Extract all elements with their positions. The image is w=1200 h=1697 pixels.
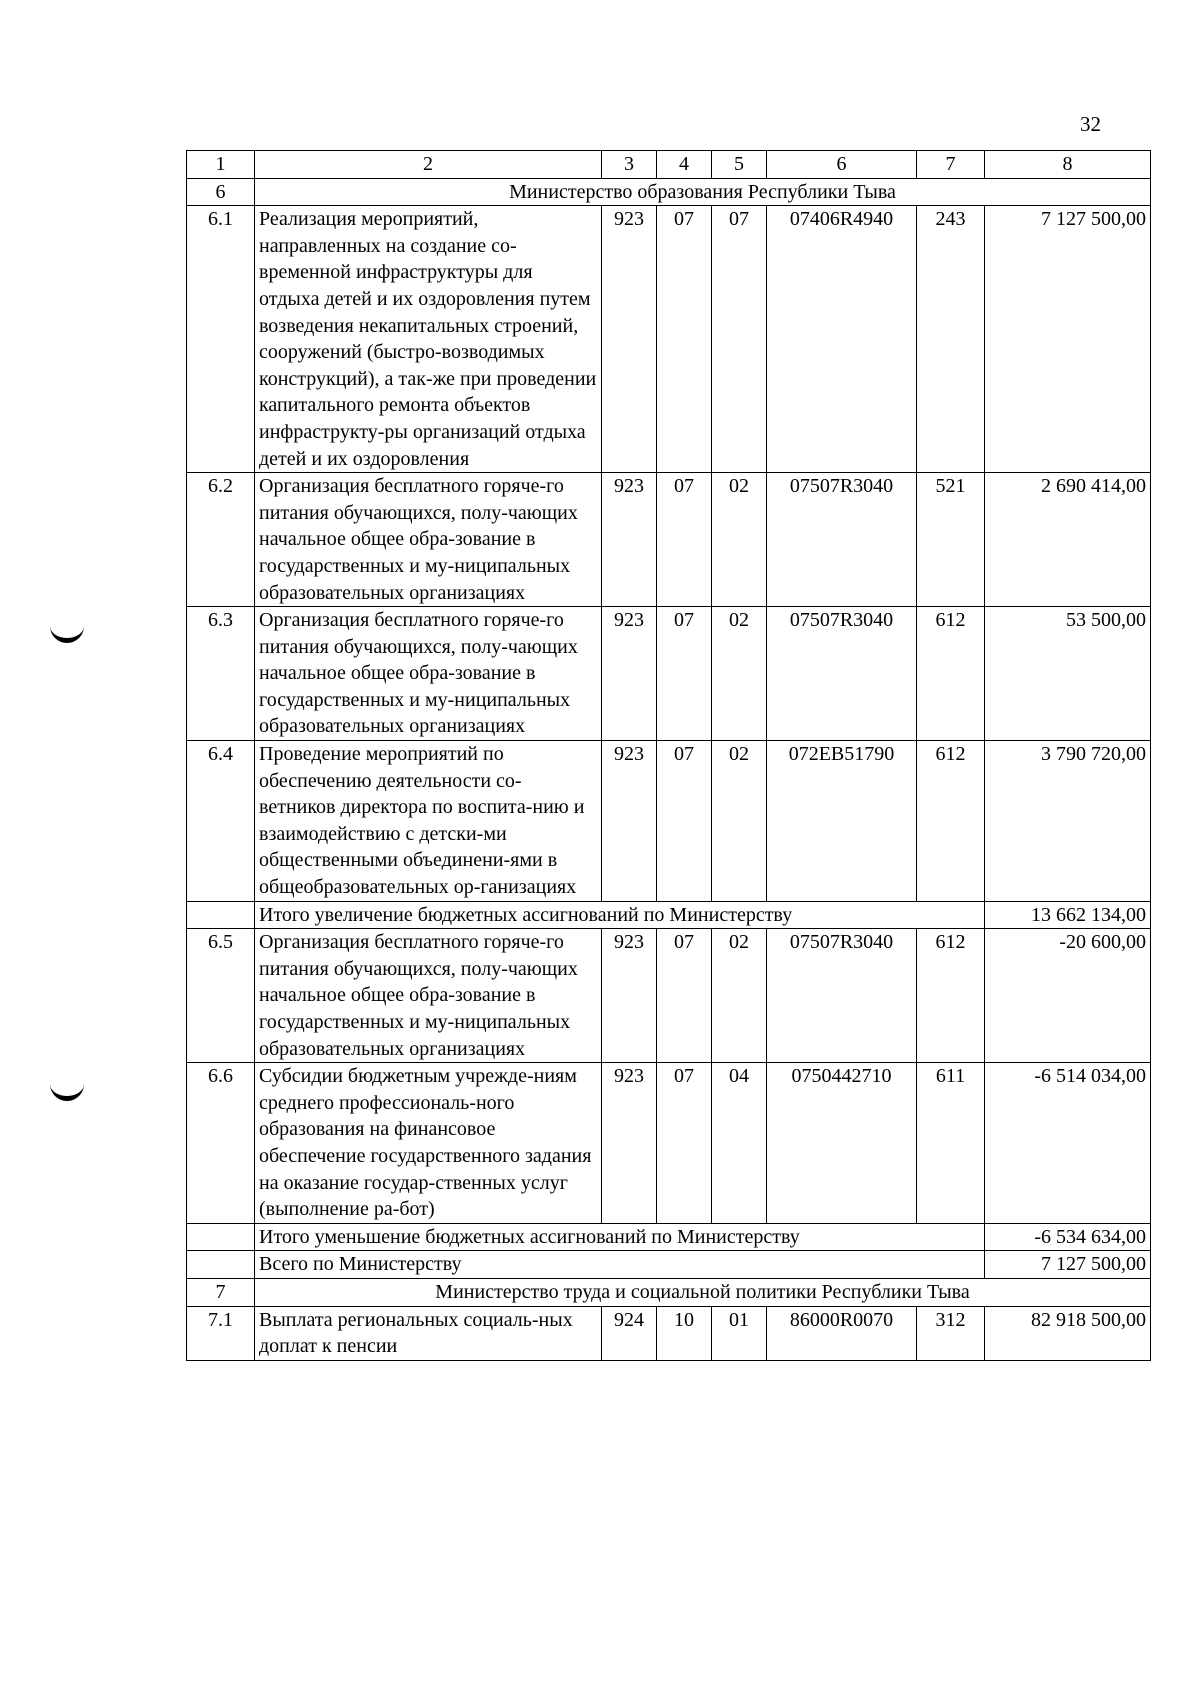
amount: 3 790 720,00 xyxy=(985,741,1151,902)
ministry-code: 923 xyxy=(602,929,657,1063)
section-row xyxy=(187,1278,1151,1306)
table-row xyxy=(187,607,1151,741)
subsection-code: 02 xyxy=(712,929,767,1063)
expense-type-code: 612 xyxy=(917,741,985,902)
header-cell: 6 xyxy=(767,151,917,179)
section-code: 07 xyxy=(657,206,712,473)
item-description: Организация бесплатного горяче-го питания обучающихся, полу-чающих начальное общее обра-зование в государственных и му-ниципальных образовательных организациях xyxy=(255,607,602,741)
total-row xyxy=(187,901,1151,929)
total-row xyxy=(187,1223,1151,1251)
ministry-code: 923 xyxy=(602,607,657,741)
expense-type-code: 611 xyxy=(917,1063,985,1224)
amount: 53 500,00 xyxy=(985,607,1151,741)
amount: -6 514 034,00 xyxy=(985,1063,1151,1224)
expense-type-code: 521 xyxy=(917,473,985,607)
item-number: 7.1 xyxy=(187,1306,255,1360)
total-amount: 13 662 134,00 xyxy=(985,901,1151,929)
subsection-code: 04 xyxy=(712,1063,767,1224)
section-code: 07 xyxy=(657,929,712,1063)
item-number: 6.1 xyxy=(187,206,255,473)
header-row xyxy=(187,151,1151,179)
section-number: 6 xyxy=(187,178,255,206)
target-article-code: 0750442710 xyxy=(767,1063,917,1224)
table-row xyxy=(187,1063,1151,1224)
subsection-code: 02 xyxy=(712,473,767,607)
page-number: 32 xyxy=(1080,112,1101,136)
amount: 82 918 500,00 xyxy=(985,1306,1151,1360)
total-empty-cell xyxy=(187,1251,255,1279)
item-number: 6.4 xyxy=(187,741,255,902)
header-cell: 1 xyxy=(187,151,255,179)
total-label: Итого увеличение бюджетных ассигнований по Министерству xyxy=(255,901,985,929)
table-row xyxy=(187,929,1151,1063)
target-article-code: 07406R4940 xyxy=(767,206,917,473)
header-cell: 5 xyxy=(712,151,767,179)
item-description: Организация бесплатного горяче-го питания обучающихся, полу-чающих начальное общее обра-зование в государственных и му-ниципальных образовательных организациях xyxy=(255,473,602,607)
scan-mark xyxy=(50,624,84,643)
header-cell: 7 xyxy=(917,151,985,179)
section-row xyxy=(187,178,1151,206)
amount: 7 127 500,00 xyxy=(985,206,1151,473)
total-amount: -6 534 634,00 xyxy=(985,1223,1151,1251)
expense-type-code: 312 xyxy=(917,1306,985,1360)
section-title: Министерство труда и социальной политики Республики Тыва xyxy=(255,1278,1151,1306)
section-code: 07 xyxy=(657,607,712,741)
target-article-code: 07507R3040 xyxy=(767,607,917,741)
scan-mark xyxy=(50,1082,84,1101)
amount: 2 690 414,00 xyxy=(985,473,1151,607)
header-cell: 3 xyxy=(602,151,657,179)
header-cell: 8 xyxy=(985,151,1151,179)
subsection-code: 02 xyxy=(712,607,767,741)
ministry-code: 923 xyxy=(602,473,657,607)
amount: -20 600,00 xyxy=(985,929,1151,1063)
target-article-code: 072EB51790 xyxy=(767,741,917,902)
item-number: 6.5 xyxy=(187,929,255,1063)
item-number: 6.3 xyxy=(187,607,255,741)
section-code: 07 xyxy=(657,1063,712,1224)
header-cell: 4 xyxy=(657,151,712,179)
budget-table xyxy=(186,150,1151,1361)
subsection-code: 01 xyxy=(712,1306,767,1360)
total-label: Всего по Министерству xyxy=(255,1251,985,1279)
expense-type-code: 612 xyxy=(917,607,985,741)
expense-type-code: 612 xyxy=(917,929,985,1063)
section-title: Министерство образования Республики Тыва xyxy=(255,178,1151,206)
item-description: Организация бесплатного горяче-го питания обучающихся, полу-чающих начальное общее обра-зование в государственных и му-ниципальных образовательных организациях xyxy=(255,929,602,1063)
table-row xyxy=(187,741,1151,902)
total-label: Итого уменьшение бюджетных ассигнований по Министерству xyxy=(255,1223,985,1251)
total-row xyxy=(187,1251,1151,1279)
section-code: 10 xyxy=(657,1306,712,1360)
table-row xyxy=(187,1306,1151,1360)
ministry-code: 923 xyxy=(602,206,657,473)
item-description: Реализация мероприятий, направленных на создание со-временной инфраструктуры для отдыха детей и их оздоровления путем возведения некапитальных строений, сооружений (быстро-возводимых конструкций), а так-же при проведении капитального ремонта объектов инфраструкту-ры организаций отдыха детей и их оздоровления xyxy=(255,206,602,473)
table-row xyxy=(187,473,1151,607)
target-article-code: 07507R3040 xyxy=(767,929,917,1063)
ministry-code: 923 xyxy=(602,1063,657,1224)
table-body xyxy=(187,151,1151,1361)
table-row xyxy=(187,206,1151,473)
item-description: Выплата региональных социаль-ных доплат к пенсии xyxy=(255,1306,602,1360)
target-article-code: 86000R0070 xyxy=(767,1306,917,1360)
total-empty-cell xyxy=(187,1223,255,1251)
section-code: 07 xyxy=(657,741,712,902)
subsection-code: 07 xyxy=(712,206,767,473)
item-number: 6.6 xyxy=(187,1063,255,1224)
expense-type-code: 243 xyxy=(917,206,985,473)
subsection-code: 02 xyxy=(712,741,767,902)
item-description: Субсидии бюджетным учрежде-ниям среднего профессиональ-ного образования на финансовое обеспечение государственного задания на оказание государ-ственных услуг (выполнение ра-бот) xyxy=(255,1063,602,1224)
ministry-code: 924 xyxy=(602,1306,657,1360)
total-amount: 7 127 500,00 xyxy=(985,1251,1151,1279)
ministry-code: 923 xyxy=(602,741,657,902)
total-empty-cell xyxy=(187,901,255,929)
item-number: 6.2 xyxy=(187,473,255,607)
item-description: Проведение мероприятий по обеспечению деятельности со-ветников директора по воспита-нию и взаимодействию с детски-ми общественными объединени-ями в общеобразовательных ор-ганизациях xyxy=(255,741,602,902)
section-number: 7 xyxy=(187,1278,255,1306)
section-code: 07 xyxy=(657,473,712,607)
header-cell: 2 xyxy=(255,151,602,179)
target-article-code: 07507R3040 xyxy=(767,473,917,607)
